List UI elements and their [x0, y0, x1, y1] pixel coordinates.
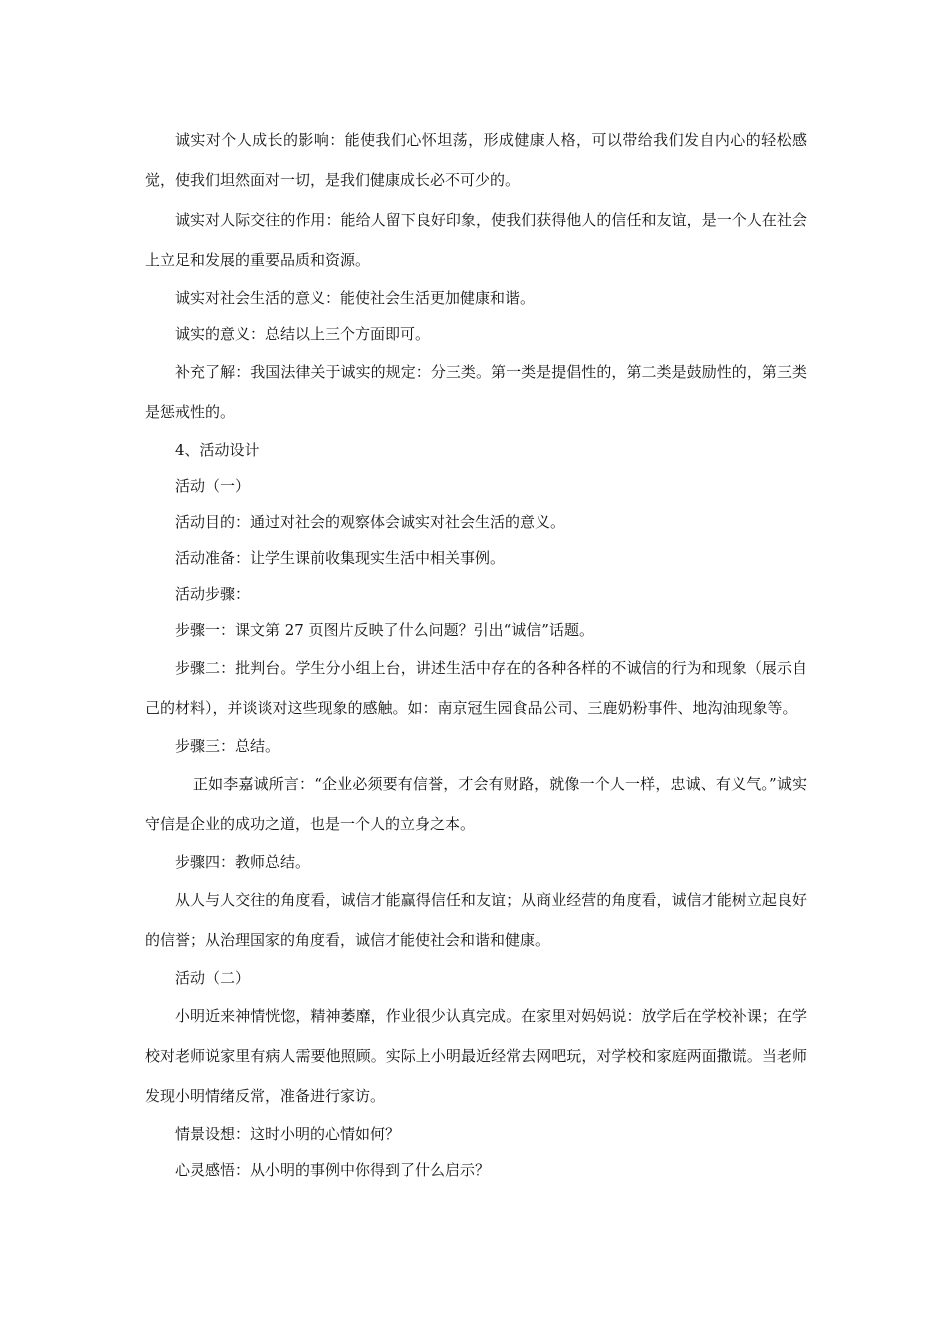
paragraph-honesty-social-life: 诚实对社会生活的意义：能使社会生活更加健康和谐。	[175, 289, 536, 307]
activity-two-heading: 活动（二）	[175, 969, 251, 987]
paragraph-honesty-personal-growth: 诚实对个人成长的影响：能使我们心怀坦荡，形成健康人格，可以带给我们发自内心的轻松感觉，使我们坦然面对一切，是我们健康成长必不可少的。	[145, 131, 807, 189]
document-body	[145, 120, 807, 1188]
step-three: 步骤三：总结。	[175, 737, 281, 755]
activity-one-purpose: 活动目的：通过对社会的观察体会诚实对社会生活的意义。	[175, 513, 566, 531]
step-one: 步骤一：课文第 27 页图片反映了什么问题？引出“诚信”话题。	[175, 621, 594, 639]
activity-one-heading: 活动（一）	[175, 477, 251, 495]
step-two: 步骤二：批判台。学生分小组上台，讲述生活中存在的各种各样的不诚信的行为和现象（展示自己的材料），并谈谈对这些现象的感触。如：南京冠生园食品公司、三鹿奶粉事件、地沟油现象等。	[145, 659, 807, 717]
activity-two-scenario: 小明近来神情恍惚，精神萎靡，作业很少认真完成。在家里对妈妈说：放学后在学校补课；在学校对老师说家里有病人需要他照顾。实际上小明最近经常去网吧玩，对学校和家庭两面撒谎。当老师发现小明情绪反常，准备进行家访。	[145, 1007, 807, 1105]
paragraph-honesty-meaning: 诚实的意义：总结以上三个方面即可。	[175, 325, 431, 343]
section-heading-activity-design: 4、活动设计	[175, 441, 260, 459]
activity-one-preparation: 活动准备：让学生课前收集现实生活中相关事例。	[175, 549, 506, 567]
teacher-summary: 从人与人交往的角度看，诚信才能赢得信任和友谊；从商业经营的角度看，诚信才能树立起良好的信誉；从治理国家的角度看，诚信才能使社会和谐和健康。	[145, 891, 807, 949]
scenario-question: 情景设想：这时小明的心情如何？	[175, 1125, 401, 1143]
activity-one-steps-label: 活动步骤：	[175, 585, 251, 603]
step-four: 步骤四：教师总结。	[175, 853, 311, 871]
paragraph-honesty-interpersonal: 诚实对人际交往的作用：能给人留下良好印象，使我们获得他人的信任和友谊，是一个人在社会上立足和发展的重要品质和资源。	[145, 211, 807, 269]
quote-li-jiacheng: 正如李嘉诚所言：“企业必须要有信誉，才会有财路，就像一个人一样，忠诚、有义气。”诚实守信是企业的成功之道，也是一个人的立身之本。	[145, 775, 807, 833]
paragraph-supplement-law: 补充了解：我国法律关于诚实的规定：分三类。第一类是提倡性的，第二类是鼓励性的，第三类是惩戒性的。	[145, 363, 807, 421]
reflection-question: 心灵感悟：从小明的事例中你得到了什么启示？	[175, 1161, 491, 1179]
